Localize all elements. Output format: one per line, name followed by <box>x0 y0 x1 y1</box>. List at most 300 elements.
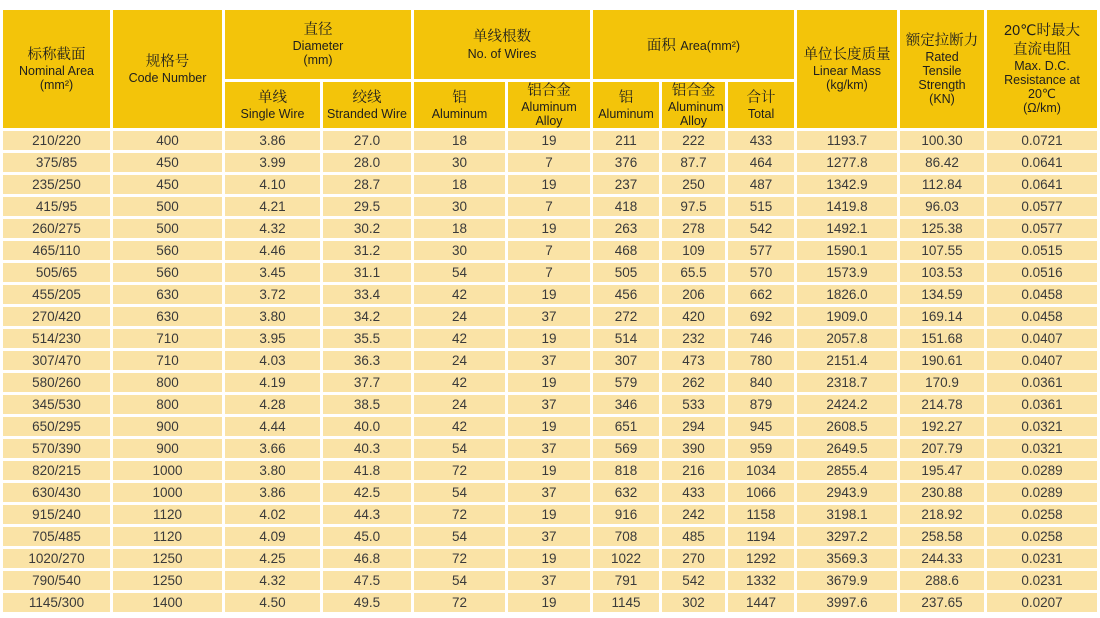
header-wires-alloy-en: Aluminum Alloy <box>521 100 577 129</box>
cell-rated-tensile-strength: 100.30 <box>900 131 984 150</box>
cell-diameter-stranded-wire: 28.0 <box>323 153 411 172</box>
cell-diameter-single-wire: 4.46 <box>225 241 320 260</box>
cell-area-aluminum-alloy: 206 <box>662 285 725 304</box>
cell-area-total: 692 <box>728 307 794 326</box>
header-area-total-zh: 合计 <box>746 90 776 106</box>
cell-dc-resistance: 0.0407 <box>987 329 1097 348</box>
cell-area-aluminum: 211 <box>593 131 659 150</box>
cell-area-aluminum: 456 <box>593 285 659 304</box>
header-single-wire-zh: 单线 <box>258 90 287 106</box>
cell-rated-tensile-strength: 230.88 <box>900 483 984 502</box>
cell-area-total: 1292 <box>728 549 794 568</box>
cell-area-total: 1332 <box>728 571 794 590</box>
cell-area-aluminum: 514 <box>593 329 659 348</box>
cell-nominal-area: 465/110 <box>3 241 110 260</box>
table-row <box>3 571 1097 590</box>
header-group-no-of-wires <box>414 10 590 79</box>
header-area-en: Area(mm²) <box>680 39 741 53</box>
cell-code-number: 1000 <box>113 461 222 480</box>
table-row <box>3 395 1097 414</box>
cell-diameter-stranded-wire: 27.0 <box>323 131 411 150</box>
cell-wires-aluminum: 54 <box>414 439 505 458</box>
cell-area-total: 515 <box>728 197 794 216</box>
cell-wires-aluminum-alloy: 7 <box>508 263 590 282</box>
cell-dc-resistance: 0.0641 <box>987 175 1097 194</box>
cell-diameter-stranded-wire: 40.3 <box>323 439 411 458</box>
table-row <box>3 329 1097 348</box>
cell-wires-aluminum: 72 <box>414 593 505 612</box>
cell-wires-aluminum-alloy: 19 <box>508 329 590 348</box>
cell-dc-resistance: 0.0577 <box>987 197 1097 216</box>
cell-dc-resistance: 0.0289 <box>987 461 1097 480</box>
cell-code-number: 900 <box>113 417 222 436</box>
cell-code-number: 1120 <box>113 505 222 524</box>
cell-wires-aluminum-alloy: 19 <box>508 549 590 568</box>
cell-area-aluminum: 818 <box>593 461 659 480</box>
cell-area-aluminum-alloy: 216 <box>662 461 725 480</box>
cell-area-aluminum-alloy: 262 <box>662 373 725 392</box>
header-wires-alloy <box>508 82 590 128</box>
header-wires-aluminum <box>414 82 505 128</box>
cell-diameter-stranded-wire: 28.7 <box>323 175 411 194</box>
header-diameter-unit: (mm) <box>303 53 333 68</box>
cell-rated-tensile-strength: 103.53 <box>900 263 984 282</box>
cell-nominal-area: 915/240 <box>3 505 110 524</box>
cell-wires-aluminum: 42 <box>414 373 505 392</box>
cell-area-aluminum: 272 <box>593 307 659 326</box>
cell-diameter-single-wire: 3.86 <box>225 131 320 150</box>
cell-rated-tensile-strength: 244.33 <box>900 549 984 568</box>
table-row <box>3 263 1097 282</box>
cell-area-aluminum: 791 <box>593 571 659 590</box>
cell-rated-tensile-strength: 134.59 <box>900 285 984 304</box>
cell-linear-mass: 1193.7 <box>797 131 897 150</box>
cell-nominal-area: 455/205 <box>3 285 110 304</box>
cell-code-number: 1400 <box>113 593 222 612</box>
cell-wires-aluminum-alloy: 19 <box>508 593 590 612</box>
cell-wires-aluminum: 72 <box>414 549 505 568</box>
cell-area-aluminum: 569 <box>593 439 659 458</box>
cell-area-aluminum-alloy: 250 <box>662 175 725 194</box>
table-row <box>3 483 1097 502</box>
cell-area-total: 487 <box>728 175 794 194</box>
cell-rated-tensile-strength: 214.78 <box>900 395 984 414</box>
cell-dc-resistance: 0.0231 <box>987 549 1097 568</box>
cell-area-total: 464 <box>728 153 794 172</box>
cell-area-total: 1194 <box>728 527 794 546</box>
cell-linear-mass: 2318.7 <box>797 373 897 392</box>
cell-rated-tensile-strength: 170.9 <box>900 373 984 392</box>
cell-code-number: 630 <box>113 307 222 326</box>
cell-area-total: 1158 <box>728 505 794 524</box>
table-row <box>3 153 1097 172</box>
header-tensile-strength <box>900 10 984 128</box>
header-area-aluminum-zh: 铝 <box>618 90 634 106</box>
cell-linear-mass: 1826.0 <box>797 285 897 304</box>
cell-code-number: 1250 <box>113 549 222 568</box>
cell-wires-aluminum-alloy: 37 <box>508 483 590 502</box>
cell-diameter-single-wire: 4.21 <box>225 197 320 216</box>
header-stranded-wire <box>323 82 411 128</box>
cell-nominal-area: 505/65 <box>3 263 110 282</box>
table-row <box>3 373 1097 392</box>
table-row <box>3 285 1097 304</box>
cell-diameter-single-wire: 3.99 <box>225 153 320 172</box>
cell-rated-tensile-strength: 237.65 <box>900 593 984 612</box>
cell-diameter-stranded-wire: 35.5 <box>323 329 411 348</box>
header-nominal-area-zh: 标称截面 <box>27 46 86 63</box>
header-wires-aluminum-en: Aluminum <box>431 107 488 122</box>
cell-wires-aluminum: 42 <box>414 417 505 436</box>
header-area-aluminum-en: Aluminum <box>598 107 654 122</box>
cell-diameter-stranded-wire: 31.1 <box>323 263 411 282</box>
cell-code-number: 710 <box>113 329 222 348</box>
cell-code-number: 800 <box>113 373 222 392</box>
cell-wires-aluminum: 54 <box>414 527 505 546</box>
cell-rated-tensile-strength: 192.27 <box>900 417 984 436</box>
cell-area-total: 746 <box>728 329 794 348</box>
cell-code-number: 710 <box>113 351 222 370</box>
cell-dc-resistance: 0.0361 <box>987 395 1097 414</box>
cell-code-number: 500 <box>113 197 222 216</box>
cell-linear-mass: 2855.4 <box>797 461 897 480</box>
cell-dc-resistance: 0.0458 <box>987 307 1097 326</box>
cell-area-aluminum-alloy: 97.5 <box>662 197 725 216</box>
cell-wires-aluminum-alloy: 19 <box>508 373 590 392</box>
cell-linear-mass: 1419.8 <box>797 197 897 216</box>
cell-linear-mass: 3297.2 <box>797 527 897 546</box>
table-row <box>3 439 1097 458</box>
cell-area-aluminum: 418 <box>593 197 659 216</box>
cell-wires-aluminum: 18 <box>414 175 505 194</box>
cell-dc-resistance: 0.0289 <box>987 483 1097 502</box>
cell-diameter-stranded-wire: 46.8 <box>323 549 411 568</box>
cell-wires-aluminum-alloy: 19 <box>508 505 590 524</box>
header-nominal-area <box>3 10 110 128</box>
cell-area-aluminum-alloy: 109 <box>662 241 725 260</box>
cell-linear-mass: 3997.6 <box>797 593 897 612</box>
cell-nominal-area: 514/230 <box>3 329 110 348</box>
header-dc-resistance-zh-line2: 直流电阻 <box>1013 41 1072 58</box>
cell-rated-tensile-strength: 288.6 <box>900 571 984 590</box>
cell-code-number: 630 <box>113 285 222 304</box>
cell-dc-resistance: 0.0641 <box>987 153 1097 172</box>
cell-diameter-stranded-wire: 34.2 <box>323 307 411 326</box>
cell-rated-tensile-strength: 96.03 <box>900 197 984 216</box>
cell-area-total: 662 <box>728 285 794 304</box>
header-group-row <box>3 10 1097 79</box>
table-row <box>3 505 1097 524</box>
header-nominal-area-unit: (mm²) <box>39 77 74 92</box>
cell-code-number: 1250 <box>113 571 222 590</box>
cell-nominal-area: 1020/270 <box>3 549 110 568</box>
header-single-wire <box>225 82 320 128</box>
cell-diameter-stranded-wire: 49.5 <box>323 593 411 612</box>
cell-dc-resistance: 0.0515 <box>987 241 1097 260</box>
cell-dc-resistance: 0.0231 <box>987 571 1097 590</box>
cell-wires-aluminum-alloy: 19 <box>508 417 590 436</box>
header-area-zh: 面积 <box>646 38 676 54</box>
cell-diameter-stranded-wire: 42.5 <box>323 483 411 502</box>
header-area-total-en: Total <box>747 107 775 122</box>
header-area-aluminum <box>593 82 659 128</box>
cell-linear-mass: 3569.3 <box>797 549 897 568</box>
cell-linear-mass: 1909.0 <box>797 307 897 326</box>
header-linear-mass <box>797 10 897 128</box>
cell-area-aluminum-alloy: 433 <box>662 483 725 502</box>
cell-code-number: 1120 <box>113 527 222 546</box>
cell-dc-resistance: 0.0258 <box>987 505 1097 524</box>
cell-area-total: 542 <box>728 219 794 238</box>
cell-wires-aluminum: 54 <box>414 571 505 590</box>
cell-wires-aluminum-alloy: 37 <box>508 395 590 414</box>
cell-diameter-single-wire: 4.50 <box>225 593 320 612</box>
cell-linear-mass: 3679.9 <box>797 571 897 590</box>
cell-wires-aluminum: 54 <box>414 483 505 502</box>
cell-rated-tensile-strength: 207.79 <box>900 439 984 458</box>
cell-diameter-single-wire: 3.95 <box>225 329 320 348</box>
cell-nominal-area: 307/470 <box>3 351 110 370</box>
cell-code-number: 900 <box>113 439 222 458</box>
cell-diameter-stranded-wire: 38.5 <box>323 395 411 414</box>
table-row <box>3 417 1097 436</box>
cell-diameter-single-wire: 4.09 <box>225 527 320 546</box>
cell-dc-resistance: 0.0516 <box>987 263 1097 282</box>
header-stranded-wire-en: Stranded Wire <box>327 107 407 122</box>
cell-diameter-single-wire: 4.28 <box>225 395 320 414</box>
cell-nominal-area: 375/85 <box>3 153 110 172</box>
cell-nominal-area: 630/430 <box>3 483 110 502</box>
cell-area-aluminum-alloy: 542 <box>662 571 725 590</box>
header-linear-mass-zh: 单位长度质量 <box>803 46 891 63</box>
cell-rated-tensile-strength: 218.92 <box>900 505 984 524</box>
cell-diameter-single-wire: 4.10 <box>225 175 320 194</box>
cell-area-aluminum: 651 <box>593 417 659 436</box>
header-nominal-area-en: Nominal Area <box>18 63 95 78</box>
cell-area-aluminum-alloy: 278 <box>662 219 725 238</box>
cell-linear-mass: 1277.8 <box>797 153 897 172</box>
cell-nominal-area: 580/260 <box>3 373 110 392</box>
cell-area-aluminum: 346 <box>593 395 659 414</box>
header-single-wire-en: Single Wire <box>240 107 305 122</box>
header-dc-resistance-unit: (Ω/km) <box>1023 100 1061 115</box>
cell-nominal-area: 345/530 <box>3 395 110 414</box>
header-linear-mass-unit: (kg/km) <box>826 77 868 92</box>
cell-code-number: 400 <box>113 131 222 150</box>
cell-area-aluminum: 632 <box>593 483 659 502</box>
cell-nominal-area: 260/275 <box>3 219 110 238</box>
cell-wires-aluminum-alloy: 37 <box>508 439 590 458</box>
cell-dc-resistance: 0.0321 <box>987 417 1097 436</box>
cell-wires-aluminum-alloy: 37 <box>508 307 590 326</box>
cell-area-aluminum: 708 <box>593 527 659 546</box>
table-body <box>3 131 1097 612</box>
cell-area-aluminum: 579 <box>593 373 659 392</box>
conductor-spec-table <box>0 7 1100 615</box>
cell-wires-aluminum: 30 <box>414 197 505 216</box>
cell-area-aluminum-alloy: 294 <box>662 417 725 436</box>
cell-dc-resistance: 0.0458 <box>987 285 1097 304</box>
cell-wires-aluminum: 30 <box>414 153 505 172</box>
cell-rated-tensile-strength: 107.55 <box>900 241 984 260</box>
cell-dc-resistance: 0.0207 <box>987 593 1097 612</box>
cell-area-total: 570 <box>728 263 794 282</box>
cell-nominal-area: 705/485 <box>3 527 110 546</box>
cell-diameter-single-wire: 3.72 <box>225 285 320 304</box>
cell-diameter-stranded-wire: 29.5 <box>323 197 411 216</box>
cell-wires-aluminum: 72 <box>414 461 505 480</box>
cell-area-aluminum-alloy: 222 <box>662 131 725 150</box>
cell-diameter-stranded-wire: 31.2 <box>323 241 411 260</box>
cell-diameter-single-wire: 4.02 <box>225 505 320 524</box>
cell-linear-mass: 1590.1 <box>797 241 897 260</box>
cell-wires-aluminum: 72 <box>414 505 505 524</box>
header-linear-mass-en: Linear Mass <box>812 63 882 78</box>
cell-rated-tensile-strength: 151.68 <box>900 329 984 348</box>
cell-wires-aluminum-alloy: 19 <box>508 175 590 194</box>
table-row <box>3 131 1097 150</box>
cell-wires-aluminum: 24 <box>414 395 505 414</box>
cell-area-total: 433 <box>728 131 794 150</box>
cell-code-number: 560 <box>113 241 222 260</box>
cell-code-number: 500 <box>113 219 222 238</box>
table-row <box>3 175 1097 194</box>
header-code-number-en: Code Number <box>128 71 207 86</box>
cell-nominal-area: 1145/300 <box>3 593 110 612</box>
cell-linear-mass: 2151.4 <box>797 351 897 370</box>
cell-diameter-single-wire: 4.32 <box>225 219 320 238</box>
table-row <box>3 241 1097 260</box>
cell-area-aluminum-alloy: 65.5 <box>662 263 725 282</box>
cell-wires-aluminum-alloy: 19 <box>508 219 590 238</box>
header-tensile-strength-en: Rated Tensile Strength <box>918 49 966 92</box>
cell-linear-mass: 2943.9 <box>797 483 897 502</box>
cell-area-aluminum-alloy: 232 <box>662 329 725 348</box>
cell-linear-mass: 2608.5 <box>797 417 897 436</box>
cell-rated-tensile-strength: 190.61 <box>900 351 984 370</box>
cell-area-total: 840 <box>728 373 794 392</box>
cell-diameter-stranded-wire: 40.0 <box>323 417 411 436</box>
cell-diameter-stranded-wire: 44.3 <box>323 505 411 524</box>
cell-area-total: 945 <box>728 417 794 436</box>
cell-diameter-stranded-wire: 47.5 <box>323 571 411 590</box>
table-row <box>3 197 1097 216</box>
cell-diameter-single-wire: 3.86 <box>225 483 320 502</box>
cell-linear-mass: 2649.5 <box>797 439 897 458</box>
cell-area-aluminum: 1145 <box>593 593 659 612</box>
cell-diameter-single-wire: 3.80 <box>225 461 320 480</box>
header-wires-alloy-zh: 铝合金 <box>527 83 571 99</box>
cell-rated-tensile-strength: 169.14 <box>900 307 984 326</box>
header-code-number <box>113 10 222 128</box>
cell-nominal-area: 790/540 <box>3 571 110 590</box>
cell-linear-mass: 3198.1 <box>797 505 897 524</box>
header-no-of-wires-zh: 单线根数 <box>473 29 531 46</box>
cell-area-aluminum: 307 <box>593 351 659 370</box>
cell-rated-tensile-strength: 125.38 <box>900 219 984 238</box>
cell-area-aluminum: 916 <box>593 505 659 524</box>
cell-area-aluminum-alloy: 485 <box>662 527 725 546</box>
header-diameter-en: Diameter <box>292 39 344 54</box>
cell-wires-aluminum-alloy: 19 <box>508 461 590 480</box>
header-tensile-strength-unit: (KN) <box>929 91 955 106</box>
table-row <box>3 527 1097 546</box>
header-area-total <box>728 82 794 128</box>
cell-nominal-area: 415/95 <box>3 197 110 216</box>
header-area-alloy <box>662 82 725 128</box>
header-stranded-wire-zh: 绞线 <box>352 90 382 106</box>
cell-wires-aluminum: 18 <box>414 131 505 150</box>
cell-wires-aluminum: 24 <box>414 307 505 326</box>
header-tensile-strength-zh: 额定拉断力 <box>905 32 979 49</box>
cell-area-aluminum-alloy: 270 <box>662 549 725 568</box>
cell-wires-aluminum-alloy: 7 <box>508 153 590 172</box>
table-row <box>3 307 1097 326</box>
cell-wires-aluminum: 18 <box>414 219 505 238</box>
cell-area-total: 959 <box>728 439 794 458</box>
cell-wires-aluminum: 42 <box>414 329 505 348</box>
cell-area-aluminum: 505 <box>593 263 659 282</box>
header-wires-aluminum-zh: 铝 <box>452 90 467 106</box>
cell-rated-tensile-strength: 112.84 <box>900 175 984 194</box>
header-diameter-zh: 直径 <box>303 21 333 38</box>
cell-dc-resistance: 0.0321 <box>987 439 1097 458</box>
cell-linear-mass: 2057.8 <box>797 329 897 348</box>
cell-nominal-area: 820/215 <box>3 461 110 480</box>
cell-area-total: 879 <box>728 395 794 414</box>
cell-linear-mass: 1573.9 <box>797 263 897 282</box>
cell-wires-aluminum-alloy: 37 <box>508 571 590 590</box>
cell-wires-aluminum-alloy: 19 <box>508 285 590 304</box>
cell-dc-resistance: 0.0361 <box>987 373 1097 392</box>
cell-diameter-stranded-wire: 37.7 <box>323 373 411 392</box>
cell-wires-aluminum-alloy: 19 <box>508 131 590 150</box>
cell-wires-aluminum-alloy: 37 <box>508 527 590 546</box>
cell-diameter-stranded-wire: 36.3 <box>323 351 411 370</box>
cell-diameter-single-wire: 4.19 <box>225 373 320 392</box>
cell-nominal-area: 570/390 <box>3 439 110 458</box>
cell-area-aluminum: 468 <box>593 241 659 260</box>
cell-area-total: 1447 <box>728 593 794 612</box>
header-area-alloy-en: Aluminum Alloy <box>668 100 724 129</box>
header-no-of-wires-en: No. of Wires <box>467 46 537 61</box>
cell-dc-resistance: 0.0721 <box>987 131 1097 150</box>
table-row <box>3 461 1097 480</box>
cell-diameter-single-wire: 4.44 <box>225 417 320 436</box>
cell-code-number: 450 <box>113 175 222 194</box>
cell-area-aluminum-alloy: 87.7 <box>662 153 725 172</box>
header-dc-resistance-en: Max. D.C. Resistance at 20℃ <box>1004 58 1080 101</box>
cell-area-aluminum: 237 <box>593 175 659 194</box>
cell-area-aluminum-alloy: 242 <box>662 505 725 524</box>
cell-diameter-single-wire: 4.25 <box>225 549 320 568</box>
cell-diameter-stranded-wire: 45.0 <box>323 527 411 546</box>
cell-diameter-stranded-wire: 33.4 <box>323 285 411 304</box>
cell-wires-aluminum-alloy: 7 <box>508 197 590 216</box>
cell-wires-aluminum-alloy: 37 <box>508 351 590 370</box>
table-row <box>3 351 1097 370</box>
cell-area-total: 780 <box>728 351 794 370</box>
cell-area-aluminum-alloy: 302 <box>662 593 725 612</box>
cell-nominal-area: 235/250 <box>3 175 110 194</box>
cell-area-aluminum-alloy: 473 <box>662 351 725 370</box>
cell-wires-aluminum: 24 <box>414 351 505 370</box>
cell-linear-mass: 2424.2 <box>797 395 897 414</box>
cell-rated-tensile-strength: 195.47 <box>900 461 984 480</box>
cell-area-aluminum: 376 <box>593 153 659 172</box>
header-group-diameter <box>225 10 411 79</box>
table-row <box>3 593 1097 612</box>
